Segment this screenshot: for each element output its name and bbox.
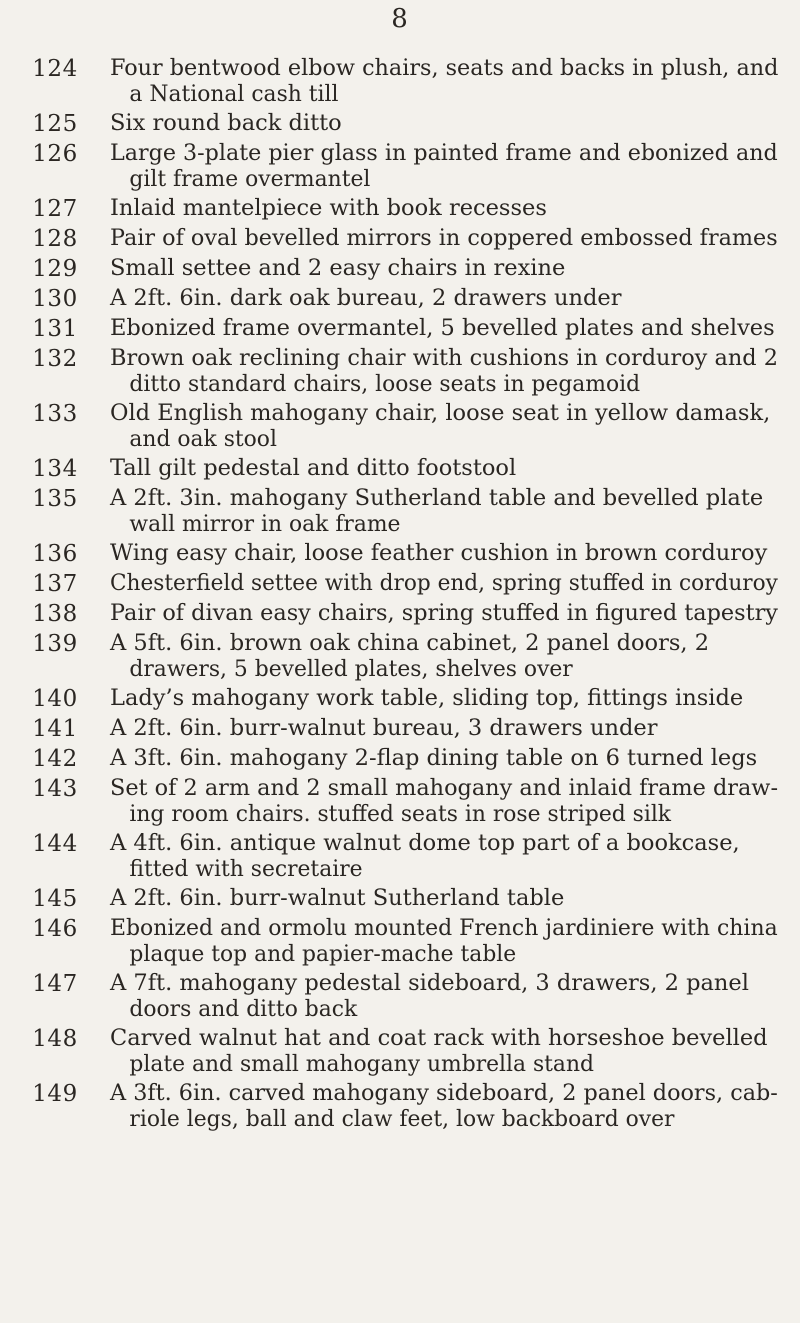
lot-entry [0,830,800,882]
lot-description [110,745,778,771]
lot-number: 148 [32,1026,78,1052]
lot-entry [0,345,800,397]
lot-description [110,315,778,341]
lot-entry [0,315,800,342]
page-number: 8 [391,4,409,34]
lot-description-line: Ebonized frame overmantel, 5 bevelled plates and shelves [110,315,775,341]
lot-description [110,915,778,967]
lot-entry [0,570,800,597]
lot-entry [0,745,800,772]
lot-description-line: fitted with secretaire [129,856,363,882]
lot-entry [0,455,800,482]
lot-entry [0,1080,800,1132]
lot-number: 124 [32,56,78,82]
lot-number: 141 [32,716,78,742]
lot-entry [0,110,800,137]
lot-description-line: A 4ft. 6in. antique walnut dome top part of a bookcase, [110,830,740,856]
lot-description [110,485,778,537]
lot-number: 128 [32,226,78,252]
lot-number: 138 [32,601,78,627]
lot-description [110,285,778,311]
lot-description-line: Lady’s mahogany work table, sliding top, fittings inside [110,685,744,711]
lot-number: 137 [32,571,78,597]
lot-number: 149 [32,1081,78,1107]
lot-description-line: A 2ft. 6in. burr-walnut Sutherland table [110,885,565,911]
lot-description-line: Pair of divan easy chairs, spring stuffed in figured tapestry [110,600,778,626]
lot-number: 130 [32,286,78,312]
lot-number: 132 [32,346,78,372]
lot-description [110,1025,778,1077]
lot-description-line: Pair of oval bevelled mirrors in coppered embossed frames [110,225,778,251]
lot-entry [0,715,800,742]
lot-description [110,685,778,711]
lot-entry [0,630,800,682]
lot-description-line: Brown oak reclining chair with cushions in corduroy and 2 [110,345,778,371]
lot-entry [0,255,800,282]
lot-description-line: Ebonized and ormolu mounted French jardiniere with china [110,915,778,941]
lot-entry [0,225,800,252]
lot-description-line: Chesterfield settee with drop end, spring stuffed in corduroy [110,570,778,596]
lot-description-line: A 5ft. 6in. brown oak china cabinet, 2 panel doors, 2 [110,630,710,656]
lot-description-line: A 7ft. mahogany pedestal sideboard, 3 drawers, 2 panel [110,970,749,996]
lot-description-line: Large 3-plate pier glass in painted frame and ebonized and [110,140,778,166]
lot-description [110,55,778,107]
lot-description-line: wall mirror in oak frame [129,511,401,537]
lot-description-line: Inlaid mantelpiece with book recesses [110,195,547,221]
lot-description-line: A 2ft. 6in. dark oak bureau, 2 drawers under [110,285,622,311]
lot-description-line: A 2ft. 6in. burr-walnut bureau, 3 drawers under [110,715,658,741]
lot-entry [0,195,800,222]
catalogue-list [0,52,800,1132]
lot-number: 147 [32,971,78,997]
lot-description-line: ing room chairs. stuffed seats in rose striped silk [129,801,672,827]
lot-description [110,775,778,827]
lot-description-line: Tall gilt pedestal and ditto footstool [110,455,517,481]
lot-number: 135 [32,486,78,512]
lot-description [110,570,778,596]
lot-description [110,195,778,221]
lot-description-line: plaque top and papier-mache table [129,941,517,967]
lot-entry [0,915,800,967]
lot-description [110,630,778,682]
lot-number: 142 [32,746,78,772]
lot-number: 129 [32,256,78,282]
lot-number: 144 [32,831,78,857]
lot-description [110,970,778,1022]
lot-description-line: Four bentwood elbow chairs, seats and backs in plush, and [110,55,779,81]
lot-entry [0,140,800,192]
lot-description-line: Wing easy chair, loose feather cushion in brown corduroy [110,540,768,566]
lot-entry [0,885,800,912]
lot-entry [0,775,800,827]
lot-number: 131 [32,316,78,342]
lot-description-line: ditto standard chairs, loose seats in pegamoid [129,371,641,397]
lot-number: 136 [32,541,78,567]
lot-description-line: drawers, 5 bevelled plates, shelves over [129,656,573,682]
lot-entry [0,685,800,712]
lot-description [110,885,778,911]
lot-number: 140 [32,686,78,712]
lot-description-line: Old English mahogany chair, loose seat in yellow damask, [110,400,771,426]
lot-description-line: gilt frame overmantel [129,166,371,192]
lot-description-line: Set of 2 arm and 2 small mahogany and inlaid frame draw- [110,775,779,801]
lot-entry [0,540,800,567]
lot-description-line: riole legs, ball and claw feet, low backboard over [129,1106,675,1132]
lot-description-line: plate and small mahogany umbrella stand [129,1051,594,1077]
lot-number: 145 [32,886,78,912]
lot-entry [0,400,800,452]
lot-number: 125 [32,111,78,137]
lot-description-line: a National cash till [129,81,339,107]
lot-description-line: Six round back ditto [110,110,342,136]
lot-description [110,830,778,882]
lot-description-line: doors and ditto back [129,996,358,1022]
lot-description-line: A 2ft. 3in. mahogany Sutherland table and bevelled plate [110,485,764,511]
lot-entry [0,55,800,107]
lot-entry [0,485,800,537]
lot-entry [0,970,800,1022]
lot-description [110,400,778,452]
lot-description [110,600,778,626]
lot-number: 127 [32,196,78,222]
lot-description [110,140,778,192]
lot-description [110,225,778,251]
lot-number: 126 [32,141,78,167]
lot-description-line: A 3ft. 6in. carved mahogany sideboard, 2 panel doors, cab- [110,1080,778,1106]
lot-description [110,715,778,741]
lot-description [110,345,778,397]
lot-entry [0,285,800,312]
lot-description [110,1080,778,1132]
lot-number: 146 [32,916,78,942]
lot-number: 134 [32,456,78,482]
lot-description [110,455,778,481]
lot-description-line: Carved walnut hat and coat rack with horseshoe bevelled [110,1025,768,1051]
lot-number: 133 [32,401,78,427]
lot-number: 139 [32,631,78,657]
lot-entry [0,1025,800,1077]
lot-description-line: A 3ft. 6in. mahogany 2-flap dining table on 6 turned legs [110,745,758,771]
lot-entry [0,600,800,627]
lot-number: 143 [32,776,78,802]
lot-description-line: Small settee and 2 easy chairs in rexine [110,255,566,281]
lot-description [110,110,778,136]
lot-description-line: and oak stool [129,426,277,452]
lot-description [110,540,778,566]
lot-description [110,255,778,281]
